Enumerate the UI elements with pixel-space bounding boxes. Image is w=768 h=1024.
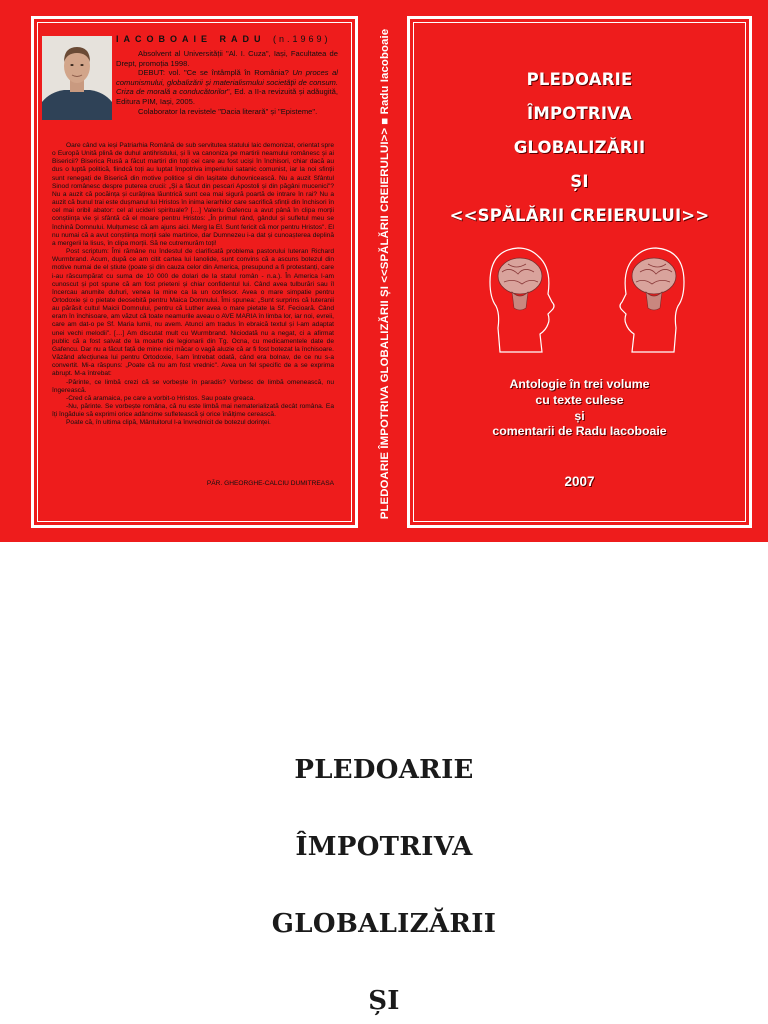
back-signature: PĂR. GHEORGHE-CALCIU DUMITREASA <box>206 480 334 487</box>
back-paragraph: Post scriptum: Îmi rămâne nu îndestul de clarificată problema pastorului luteran Richard Wurmbrand. Acum, după ce am citit cartea lui Ianolide, sunt convins că a ascuns botezul din motive numai de el știute (poate și din cauza celor din America, presupund a fi protestanți, care i-au răscumpărat cu suma de 10 000 de dolari de la statul român - n.a.). În America l-am cunoscut și pot spune că am fost prieteni și chiar confidentul lui. Când avea tulburări sau îl încercau anumite duhuri, venea la mine ca la un confesor. Avea o mare simpatie pentru Ortodoxie și o pietate deosebită pentru Maica Domnului. Îmi spunea: „Sunt surprins că luteranii au părăsit cultul Maicii Domnului, pentru că Luther avea o mare pietate la Sf. Fecioară. Când eram în închisoare, am văzut că toate neamurile aveau o AVE MARIA în limba lor, iar noi, evreii, care am dat-o pe Sf. Maria lumii, nu avem. Atunci am tradus în ebraică textul și l-am adaptat unei vechi melodii". […] Am discutat mult cu Wurmbrand. Niciodată nu a negat, ci a afirmat public că a fost salvat de la moarte de legionarii din Tg. Ocna, cu medicamentele date de Gafencu. Dar nu a făcut față de mine nici măcar o vagă aluzie că ar fi fost botezat la închisoare. Văzând afecțiunea lui pentru Ortodoxie, l-am întrebat odată, când era bolnav, de ce nu s-a convertit. Mi-a răspuns: „Poate că nu am fost vrednic". Avea un fel specific de a se exprima abrupt. M-a întrebat: <box>52 248 334 378</box>
back-paragraph: Poate că, în ultima clipă, Mântuitorul l-a învrednicit de botezul dorinței. <box>66 419 271 427</box>
title-page-line: ȘI <box>368 986 400 1016</box>
back-paragraph: -Părinte, ce limbă crezi că se vorbește în paradis? Vorbesc de limbă omenească, nu îngerească. <box>52 378 334 394</box>
back-paragraph: -Cred că aramaica, pe care a vorbit-o Hristos. Sau poate greaca. <box>66 394 256 402</box>
bio-line: Colaborator la revistele "Dacia literară" și "Episteme". <box>138 106 318 116</box>
cover-title-line: PLEDOARIE <box>526 70 633 89</box>
bio-debut-tail: ", Ed. a II-a revizuită și adăugită, Editura PIM, Iași, 2005. <box>116 87 338 106</box>
cover-title-line: GLOBALIZĂRII <box>513 138 646 157</box>
cover-subtitle-line: comentarii de Radu Iacoboaie <box>492 424 667 438</box>
author-name-text: IACOBOAIE RADU <box>116 34 266 44</box>
cover-subtitle-line: și <box>574 409 585 423</box>
cover-title-line: <<SPĂLĂRII CREIERULUI>> <box>449 206 710 225</box>
author-name <box>116 34 338 44</box>
cover-subtitle-line: cu texte culese <box>535 393 624 407</box>
back-paragraph: Oare când va ieși Patriarhia Română de sub servitutea statului laic demonizat, orientat spre o Europă Unită plină de duhul antihristului, și îi va canoniza pe martirii neamului românesc și ai Bisericii? Biserica Rusă a făcut martiri din toți cei care au fost uciși în închisori, chiar dacă au dus o luptă politică, fiindcă toți au luptat împotriva imperiului satanic comunist, iar la noi sfinții sunt renegați de Biserică din motive politice și din lașitate duhovnicească. Nu a auzit Sfântul Sinod românesc despre puterea crucii: „Și a făcut din pescari Apostoli și din păgâni mucenici"? Nu a auzit că pocăința și curățirea lăuntrică sunt cea mai sigură poartă de intrare în rai? Nu a auzit că bunul trai este dușmanul lui Hristos în inima ierarhilor care sacrifică sfinții din închisori în cel mai oribil abator: cel al ucideri spirituale? […] Valeriu Gafencu a avut până în clipa morții conștiința vie și sfântă că el moare pentru Hristos: „În primul rând, gândul și sufletul meu se închină Domnului. Mulțumesc că am ajuns aici. Merg la El. Sunt fericit că mor pentru Hristos". El nu numai că a avut conștiința morții sale martirice, dar Dumnezeu i-a dat și cunoașterea deplină a mergerii la Iisus, în clipa morții. Să ne cutremurăm toți! <box>52 142 334 247</box>
head-profiles-illustration <box>482 244 692 354</box>
author-photo <box>42 36 112 120</box>
title-page-line: PLEDOARIE <box>294 755 474 785</box>
author-bio <box>116 49 338 116</box>
title-page-line: GLOBALIZĂRII <box>271 909 497 939</box>
cover-title-line: ȘI <box>570 172 589 191</box>
bio-line: Absolvent al Universității "Al. I. Cuza", Iași, Facultatea de Drept, promoția 1998. <box>116 49 338 68</box>
bio-debut-title: Un proces al comunismului, globalizării și materialismului societății de consum. Criza de morală a conducătorilor <box>116 68 338 97</box>
bio-line <box>116 68 338 106</box>
left-head-icon <box>490 248 554 352</box>
back-cover-text <box>52 142 334 427</box>
cover-title-line: ÎMPOTRIVA <box>527 104 632 123</box>
cover-year: 2007 <box>564 474 595 489</box>
title-page-line: ÎMPOTRIVA <box>295 832 473 862</box>
cover-subtitle-line: Antologie în trei volume <box>509 377 650 391</box>
spine-title: PLEDOARIE ÎMPOTRIVA GLOBALIZĂRII ȘI <<SPĂLĂRII CREIERULUI>> ■ Radu Iacoboaie <box>379 28 391 520</box>
author-birth-year: (n.1969) <box>273 34 331 44</box>
back-paragraph: -Nu, părinte. Se vorbește româna, că nu este limbă mai nematerializată decât româna. Ea îți îngăduie să exprimi orice adâncime sufletească și orice înălțime cerească. <box>52 403 334 419</box>
right-head-icon <box>620 248 684 352</box>
bio-debut-lead: DEBUT: vol. "Ce se întâmplă în România? <box>138 68 293 78</box>
